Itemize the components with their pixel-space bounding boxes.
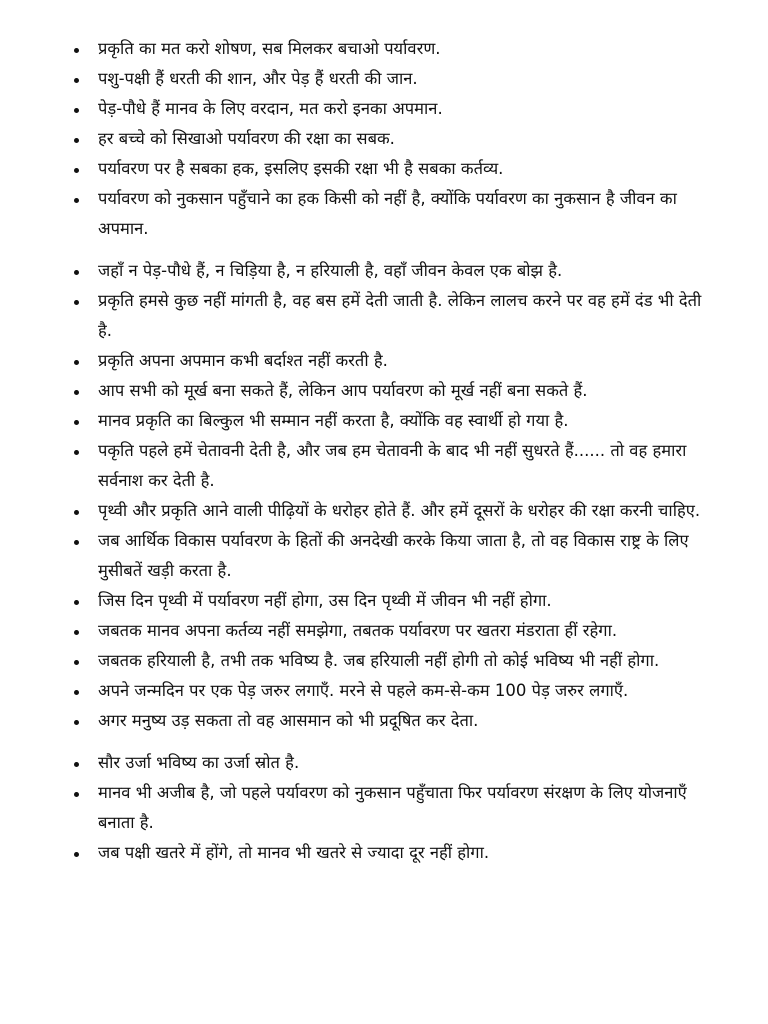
- list-item: पशु-पक्षी हैं धरती की शान, और पेड़ हैं धरती की जान.: [72, 64, 712, 94]
- list-item: अगर मनुष्य उड़ सकता तो वह आसमान को भी प्रदूषित कर देता.: [72, 706, 712, 736]
- list-item: पर्यावरण पर है सबका हक, इसलिए इसकी रक्षा भी है सबका कर्तव्य.: [72, 154, 712, 184]
- list-item: अपने जन्मदिन पर एक पेड़ जरुर लगाएँ. मरने से पहले कम-से-कम 100 पेड़ जरुर लगाएँ.: [72, 676, 712, 706]
- list-item: मानव प्रकृति का बिल्कुल भी सम्मान नहीं करता है, क्योंकि वह स्वार्थी हो गया है.: [72, 406, 712, 436]
- list-item: हर बच्चे को सिखाओ पर्यावरण की रक्षा का सबक.: [72, 124, 712, 154]
- list-item: जब आर्थिक विकास पर्यावरण के हितों की अनदेखी करके किया जाता है, तो वह विकास राष्ट्र के लिए मुसीबतें खड़ी करता है.: [72, 526, 712, 586]
- list-item: पर्यावरण को नुकसान पहुँचाने का हक किसी को नहीं है, क्योंकि पर्यावरण का नुकसान है जीवन का अपमान.: [72, 184, 712, 244]
- list-item: पृथ्वी और प्रकृति आने वाली पीढ़ियों के धरोहर होते हैं. और हमें दूसरों के धरोहर की रक्षा करनी चाहिए.: [72, 496, 712, 526]
- list-item: जबतक मानव अपना कर्तव्य नहीं समझेगा, तबतक पर्यावरण पर खतरा मंडराता हीं रहेगा.: [72, 616, 712, 646]
- list-item: प्रकृति अपना अपमान कभी बर्दाश्त नहीं करती है.: [72, 346, 712, 376]
- list-item: सौर उर्जा भविष्य का उर्जा स्रोत है.: [72, 748, 712, 778]
- list-item: पेड़-पौधे हैं मानव के लिए वरदान, मत करो इनका अपमान.: [72, 94, 712, 124]
- list-item: पकृति पहले हमें चेतावनी देती है, और जब हम चेतावनी के बाद भी नहीं सुधरते हैं...... तो वह हमारा सर्वनाश कर देती है.: [72, 436, 712, 496]
- list-item: आप सभी को मूर्ख बना सकते हैं, लेकिन आप पर्यावरण को मूर्ख नहीं बना सकते हैं.: [72, 376, 712, 406]
- list-item: जबतक हरियाली है, तभी तक भविष्य है. जब हरियाली नहीं होगी तो कोई भविष्य भी नहीं होगा.: [72, 646, 712, 676]
- list-item: जहाँ न पेड़-पौधे हैं, न चिड़िया है, न हरियाली है, वहाँ जीवन केवल एक बोझ है.: [72, 256, 712, 286]
- list-item: प्रकृति का मत करो शोषण, सब मिलकर बचाओ पर्यावरण.: [72, 34, 712, 64]
- list-item: मानव भी अजीब है, जो पहले पर्यावरण को नुकसान पहुँचाता फिर पर्यावरण संरक्षण के लिए योजनाएँ बनाता है.: [72, 778, 712, 838]
- list-item: जिस दिन पृथ्वी में पर्यावरण नहीं होगा, उस दिन पृथ्वी में जीवन भी नहीं होगा.: [72, 586, 712, 616]
- list-item: जब पक्षी खतरे में होंगे, तो मानव भी खतरे से ज्यादा दूर नहीं होगा.: [72, 838, 712, 868]
- bullet-list: [72, 34, 712, 868]
- list-item: प्रकृति हमसे कुछ नहीं मांगती है, वह बस हमें देती जाती है. लेकिन लालच करने पर वह हमें दंड भी देती है.: [72, 286, 712, 346]
